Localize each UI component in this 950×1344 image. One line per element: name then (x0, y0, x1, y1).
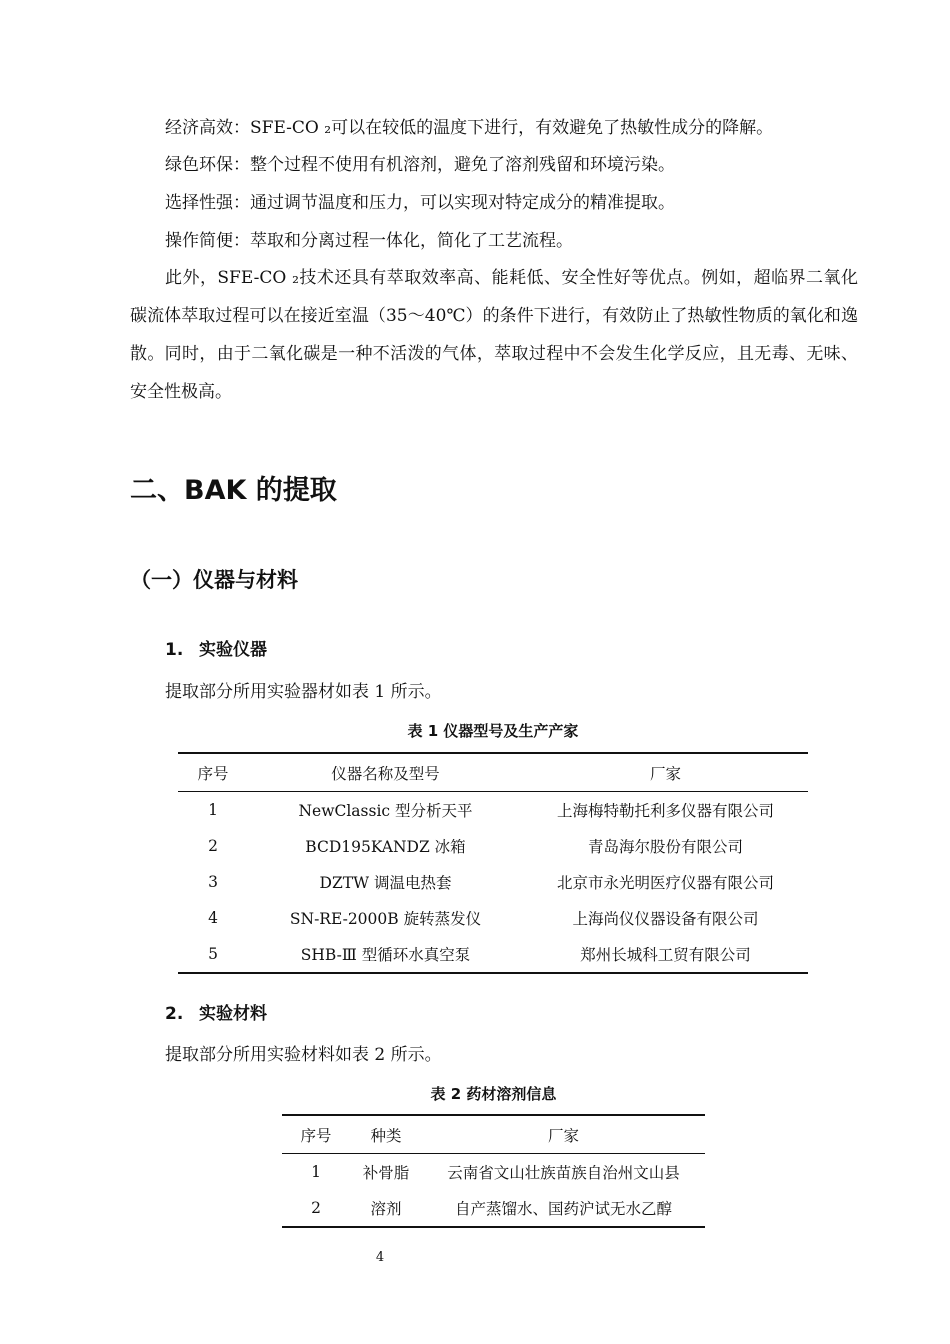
item-number: 2. (165, 1004, 184, 1024)
page-number: 4 (375, 1250, 385, 1265)
table2-caption: 表 2 药材溶剂信息 (430, 1085, 557, 1103)
bullet-economy: 经济高效：SFE-CO ₂可以在较低的温度下进行，有效避免了热敏性成分的降解。 (165, 118, 774, 138)
subsection-title: （一）仪器与材料 (130, 568, 298, 592)
table-cell: 上海梅特勒托利多仪器有限公司 (556, 802, 774, 820)
column-header: 种类 (350, 1115, 422, 1154)
table-cell: 补骨脂 (362, 1164, 410, 1182)
table-cell: SHB-Ⅲ 型循环水真空泵 (248, 936, 523, 973)
table-cell: 郑州长城科工贸有限公司 (523, 936, 808, 973)
body-paragraph: 此外，SFE-CO ₂技术还具有萃取效率高、能耗低、安全性好等优点。例如，超临界二氧化碳流体萃取过程可以在接近室温（35～40℃）的条件下进行，有效防止了热敏性物质的氧化和逸散。同时，由于二氧化碳是一种不活泼的气体，萃取过程中不会发生化学反应，且无毒、无味、安全性极高。 (130, 268, 858, 402)
table-row (178, 864, 808, 900)
table-row (282, 1154, 705, 1191)
table1-caption: 表 1 仪器型号及生产产家 (407, 722, 579, 740)
table-cell: 上海尚仪仪器设备有限公司 (572, 910, 759, 928)
table-cell: 云南省文山壮族苗族自治州文山县 (447, 1164, 680, 1182)
table-row (282, 1190, 705, 1227)
column-header: 序号 (178, 753, 248, 792)
item-title: 实验材料 (199, 1004, 267, 1024)
item-heading-instruments (165, 635, 267, 660)
table-cell: 1 (311, 1163, 321, 1181)
table-cell: 3 (208, 873, 218, 891)
table-cell: 北京市永光明医疗仪器有限公司 (556, 874, 774, 892)
table1-intro: 提取部分所用实验器材如表 1 所示。 (165, 682, 442, 702)
table-row (178, 936, 808, 973)
bullet-selectivity: 选择性强：通过调节温度和压力，可以实现对特定成分的精准提取。 (165, 193, 675, 213)
table-cell: 2 (282, 1190, 350, 1227)
item-heading-materials (165, 999, 267, 1024)
column-header: 序号 (282, 1115, 350, 1154)
table-cell: DZTW 调温电热套 (319, 874, 452, 892)
bullet-operation: 操作简便：萃取和分离过程一体化，简化了工艺流程。 (165, 231, 573, 251)
materials-table (282, 1114, 705, 1228)
table-cell: 青岛海尔股份有限公司 (587, 838, 743, 856)
table-row (178, 828, 808, 864)
table-cell: BCD195KANDZ 冰箱 (305, 838, 466, 856)
column-header: 仪器名称及型号 (248, 753, 523, 792)
table-cell: 5 (178, 936, 248, 973)
table-cell: 溶剂 (350, 1190, 422, 1227)
bullet-green: 绿色环保：整个过程不使用有机溶剂，避免了溶剂残留和环境污染。 (165, 155, 675, 175)
column-header: 厂家 (523, 753, 808, 792)
column-header: 厂家 (422, 1115, 705, 1154)
table-cell: NewClassic 型分析天平 (298, 802, 473, 820)
section-title: 二、BAK 的提取 (130, 475, 337, 506)
table-row (178, 900, 808, 936)
item-title: 实验仪器 (199, 640, 267, 660)
table-cell: SN-RE-2000B 旋转蒸发仪 (289, 910, 482, 928)
table-cell: 2 (208, 837, 218, 855)
table-cell: 自产蒸馏水、国药沪试无水乙醇 (422, 1190, 705, 1227)
item-number: 1. (165, 640, 184, 660)
instrument-table (178, 752, 808, 974)
table-cell: 4 (208, 909, 218, 927)
table-row (178, 792, 808, 829)
table2-intro: 提取部分所用实验材料如表 2 所示。 (165, 1045, 442, 1065)
table-cell: 1 (208, 801, 218, 819)
